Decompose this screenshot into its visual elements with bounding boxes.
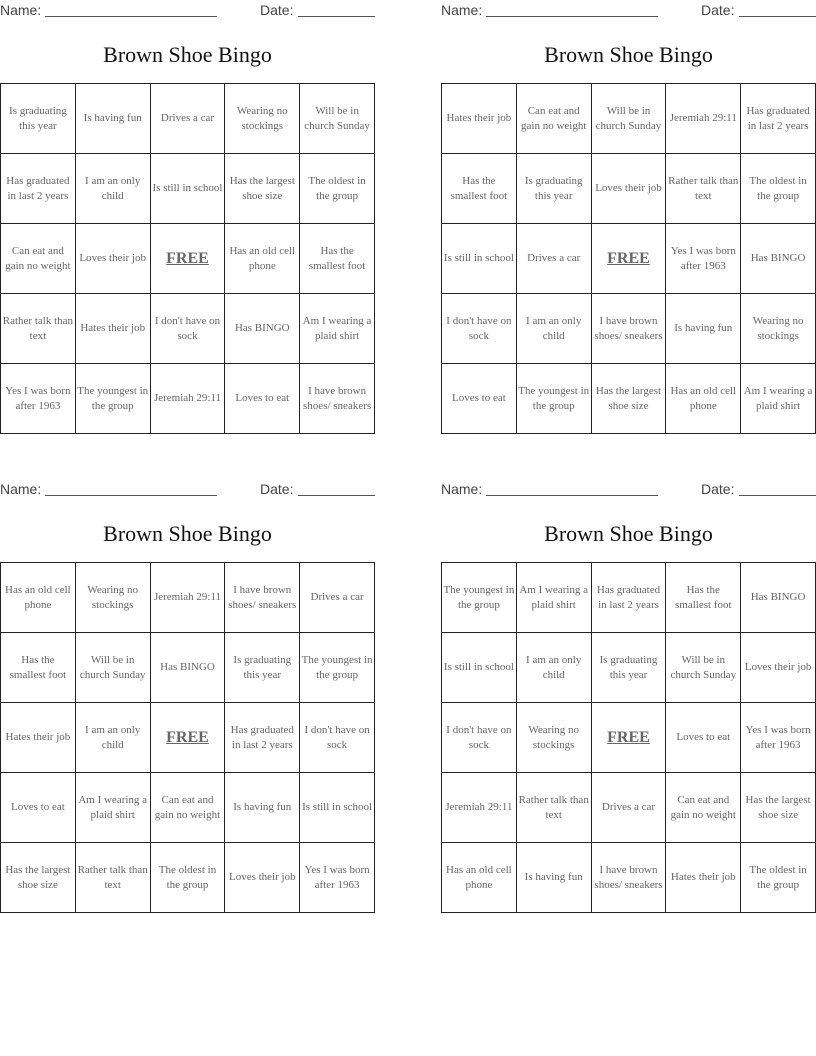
bingo-cell: Has the smallest foot	[666, 563, 741, 633]
date-blank-line	[739, 16, 816, 17]
bingo-cell: Can eat and gain no weight	[666, 773, 741, 843]
bingo-cell: I am an only child	[76, 154, 151, 224]
name-label: Name:	[441, 481, 483, 497]
bingo-cell: Is graduating this year	[517, 154, 592, 224]
bingo-cell: Hates their job	[442, 84, 517, 154]
date-label: Date:	[701, 2, 735, 18]
date-blank-line	[298, 495, 375, 496]
bingo-cell: I am an only child	[517, 633, 592, 703]
bingo-cell: The oldest in the group	[300, 154, 375, 224]
bingo-cell: Hates their job	[76, 294, 151, 364]
date-label: Date:	[260, 2, 294, 18]
bingo-card	[441, 0, 816, 434]
bingo-cell: I have brown shoes/ sneakers	[300, 364, 375, 434]
bingo-cell: Yes I was born after 1963	[300, 843, 375, 913]
bingo-cell: Is still in school	[442, 224, 517, 294]
bingo-cell: Loves their job	[76, 224, 151, 294]
bingo-cell: Loves to eat	[666, 703, 741, 773]
bingo-cell: Drives a car	[300, 563, 375, 633]
date-blank-line	[739, 495, 816, 496]
bingo-cell: Jeremiah 29:11	[442, 773, 517, 843]
bingo-cell: Has the largest shoe size	[225, 154, 300, 224]
date-blank-line	[298, 16, 375, 17]
bingo-cell: Is having fun	[76, 84, 151, 154]
name-blank-line	[45, 16, 217, 17]
card-title: Brown Shoe Bingo	[544, 521, 713, 546]
card-header	[441, 481, 816, 499]
bingo-cell: Is graduating this year	[1, 84, 76, 154]
bingo-cell: Hates their job	[666, 843, 741, 913]
bingo-cell: Will be in church Sunday	[76, 633, 151, 703]
bingo-cell: Jeremiah 29:11	[151, 364, 226, 434]
bingo-cell: Has graduated in last 2 years	[592, 563, 667, 633]
bingo-cell: Wearing no stockings	[517, 703, 592, 773]
bingo-cell: I have brown shoes/ sneakers	[592, 843, 667, 913]
bingo-cell: Jeremiah 29:11	[151, 563, 226, 633]
bingo-cell: Has the largest shoe size	[592, 364, 667, 434]
name-blank-line	[486, 16, 658, 17]
bingo-cell: Has graduated in last 2 years	[741, 84, 816, 154]
bingo-cell: Loves their job	[592, 154, 667, 224]
bingo-cell: Has BINGO	[151, 633, 226, 703]
bingo-card	[0, 479, 375, 913]
bingo-cell: Am I wearing a plaid shirt	[741, 364, 816, 434]
bingo-cell: Am I wearing a plaid shirt	[76, 773, 151, 843]
bingo-grid	[0, 83, 375, 434]
bingo-cell: I have brown shoes/ sneakers	[592, 294, 667, 364]
bingo-cell: The youngest in the group	[442, 563, 517, 633]
name-label: Name:	[0, 2, 42, 18]
bingo-cell: Wearing no stockings	[741, 294, 816, 364]
card-header	[0, 2, 375, 20]
free-space-cell: FREE	[151, 224, 226, 294]
bingo-cell: Am I wearing a plaid shirt	[300, 294, 375, 364]
bingo-cell: The oldest in the group	[741, 843, 816, 913]
date-label: Date:	[260, 481, 294, 497]
bingo-card	[0, 0, 375, 434]
bingo-cell: Can eat and gain no weight	[1, 224, 76, 294]
bingo-card	[441, 479, 816, 913]
date-label: Date:	[701, 481, 735, 497]
bingo-cell: I am an only child	[76, 703, 151, 773]
name-blank-line	[45, 495, 217, 496]
bingo-cell: Has an old cell phone	[1, 563, 76, 633]
bingo-cell: Will be in church Sunday	[666, 633, 741, 703]
bingo-cell: The youngest in the group	[300, 633, 375, 703]
bingo-cell: Rather talk than text	[517, 773, 592, 843]
card-title: Brown Shoe Bingo	[544, 42, 713, 67]
bingo-cell: Has BINGO	[741, 224, 816, 294]
bingo-cell: Loves to eat	[442, 364, 517, 434]
bingo-cell: Wearing no stockings	[225, 84, 300, 154]
bingo-cell: Has BINGO	[741, 563, 816, 633]
bingo-grid	[441, 83, 816, 434]
bingo-grid	[0, 562, 375, 913]
bingo-cell: Is still in school	[442, 633, 517, 703]
bingo-cell: Has the largest shoe size	[741, 773, 816, 843]
bingo-cell: Is still in school	[300, 773, 375, 843]
bingo-cell: Is graduating this year	[225, 633, 300, 703]
bingo-cell: Rather talk than text	[1, 294, 76, 364]
bingo-cell: Has an old cell phone	[666, 364, 741, 434]
free-space-cell: FREE	[592, 703, 667, 773]
bingo-cell: Can eat and gain no weight	[151, 773, 226, 843]
bingo-cell: Yes I was born after 1963	[1, 364, 76, 434]
bingo-cell: Can eat and gain no weight	[517, 84, 592, 154]
bingo-cell: Has the smallest foot	[1, 633, 76, 703]
bingo-cell: Has graduated in last 2 years	[1, 154, 76, 224]
bingo-cell: Is having fun	[666, 294, 741, 364]
bingo-cell: I am an only child	[517, 294, 592, 364]
bingo-cell: Drives a car	[151, 84, 226, 154]
bingo-cell: Loves to eat	[225, 364, 300, 434]
bingo-cell: Will be in church Sunday	[300, 84, 375, 154]
free-space-cell: FREE	[151, 703, 226, 773]
bingo-cell: Has the smallest foot	[442, 154, 517, 224]
bingo-cell: Loves to eat	[1, 773, 76, 843]
free-space-cell: FREE	[592, 224, 667, 294]
bingo-cell: Is having fun	[225, 773, 300, 843]
bingo-cell: Drives a car	[592, 773, 667, 843]
bingo-cell: Will be in church Sunday	[592, 84, 667, 154]
bingo-cell: Yes I was born after 1963	[741, 703, 816, 773]
bingo-cell: The oldest in the group	[151, 843, 226, 913]
bingo-cell: Am I wearing a plaid shirt	[517, 563, 592, 633]
bingo-cell: Rather talk than text	[666, 154, 741, 224]
bingo-cell: Has BINGO	[225, 294, 300, 364]
bingo-cell: The youngest in the group	[76, 364, 151, 434]
bingo-cell: I have brown shoes/ sneakers	[225, 563, 300, 633]
bingo-cell: Jeremiah 29:11	[666, 84, 741, 154]
bingo-cell: I don't have on sock	[442, 703, 517, 773]
bingo-cell: The oldest in the group	[741, 154, 816, 224]
bingo-cell: Has an old cell phone	[225, 224, 300, 294]
bingo-cell: Yes I was born after 1963	[666, 224, 741, 294]
card-header	[441, 2, 816, 20]
bingo-grid	[441, 562, 816, 913]
name-blank-line	[486, 495, 658, 496]
bingo-cell: Is graduating this year	[592, 633, 667, 703]
name-label: Name:	[0, 481, 42, 497]
bingo-cell: I don't have on sock	[151, 294, 226, 364]
bingo-cell: I don't have on sock	[300, 703, 375, 773]
bingo-cell: Is having fun	[517, 843, 592, 913]
bingo-cell: Has the smallest foot	[300, 224, 375, 294]
bingo-cell: Loves their job	[741, 633, 816, 703]
card-title: Brown Shoe Bingo	[103, 42, 272, 67]
bingo-cell: Loves their job	[225, 843, 300, 913]
bingo-cell: Has graduated in last 2 years	[225, 703, 300, 773]
name-label: Name:	[441, 2, 483, 18]
card-header	[0, 481, 375, 499]
bingo-cell: Wearing no stockings	[76, 563, 151, 633]
bingo-cell: Rather talk than text	[76, 843, 151, 913]
bingo-cell: Drives a car	[517, 224, 592, 294]
bingo-cell: Is still in school	[151, 154, 226, 224]
bingo-cell: Hates their job	[1, 703, 76, 773]
bingo-cell: Has the largest shoe size	[1, 843, 76, 913]
bingo-cell: I don't have on sock	[442, 294, 517, 364]
bingo-cell: Has an old cell phone	[442, 843, 517, 913]
bingo-cell: The youngest in the group	[517, 364, 592, 434]
card-title: Brown Shoe Bingo	[103, 521, 272, 546]
